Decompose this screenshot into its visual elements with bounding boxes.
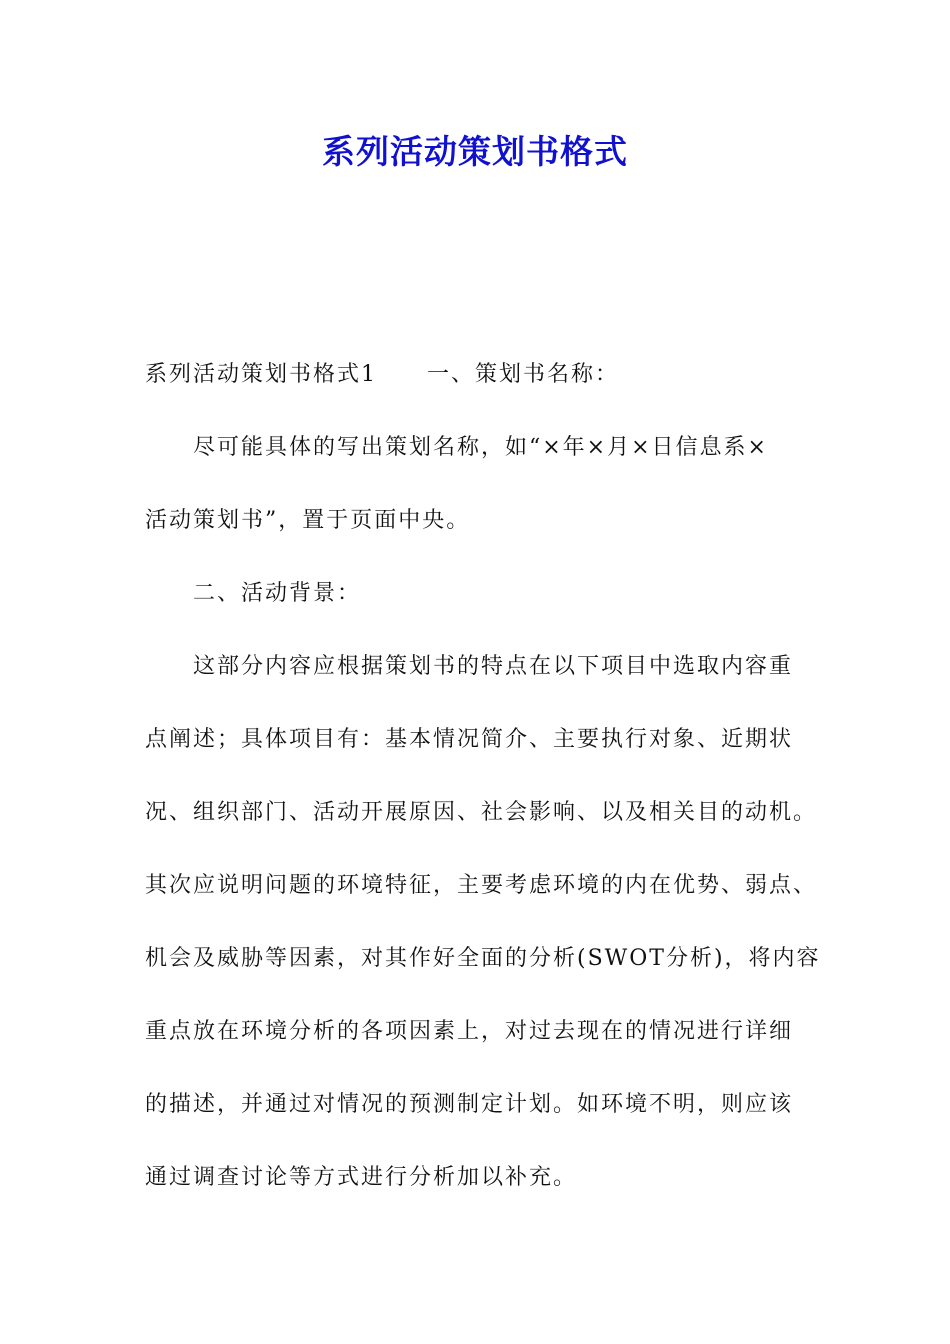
paragraph-line: 机会及威胁等因素，对其作好全面的分析(SWOT分析)，将内容	[145, 946, 821, 971]
paragraph-line: 的描述，并通过对情况的预测制定计划。如环境不明，则应该	[145, 1092, 794, 1117]
document-title: 系列活动策划书格式	[322, 132, 628, 171]
paragraph-line: 点阐述；具体项目有：基本情况简介、主要执行对象、近期状	[145, 727, 794, 752]
paragraph-line: 况、组织部门、活动开展原因、社会影响、以及相关目的动机。	[145, 800, 818, 825]
paragraph-line: 这部分内容应根据策划书的特点在以下项目中选取内容重	[193, 654, 794, 679]
section-heading-background: 二、活动背景：	[193, 581, 362, 606]
paragraph-line: 尽可能具体的写出策划名称，如“×年×月×日信息系×	[193, 435, 768, 460]
paragraph-line: 其次应说明问题的环境特征，主要考虑环境的内在优势、弱点、	[145, 873, 818, 898]
section-heading-series: 系列活动策划书格式1	[145, 362, 377, 387]
paragraph-line: 重点放在环境分析的各项因素上，对过去现在的情况进行详细	[145, 1019, 794, 1044]
section-heading-name: 一、策划书名称：	[427, 362, 620, 387]
paragraph-line: 通过调查讨论等方式进行分析加以补充。	[145, 1165, 578, 1190]
document-body	[145, 338, 835, 1214]
paragraph-line: 活动策划书”，置于页面中央。	[145, 508, 471, 533]
paragraph-line	[145, 338, 835, 411]
